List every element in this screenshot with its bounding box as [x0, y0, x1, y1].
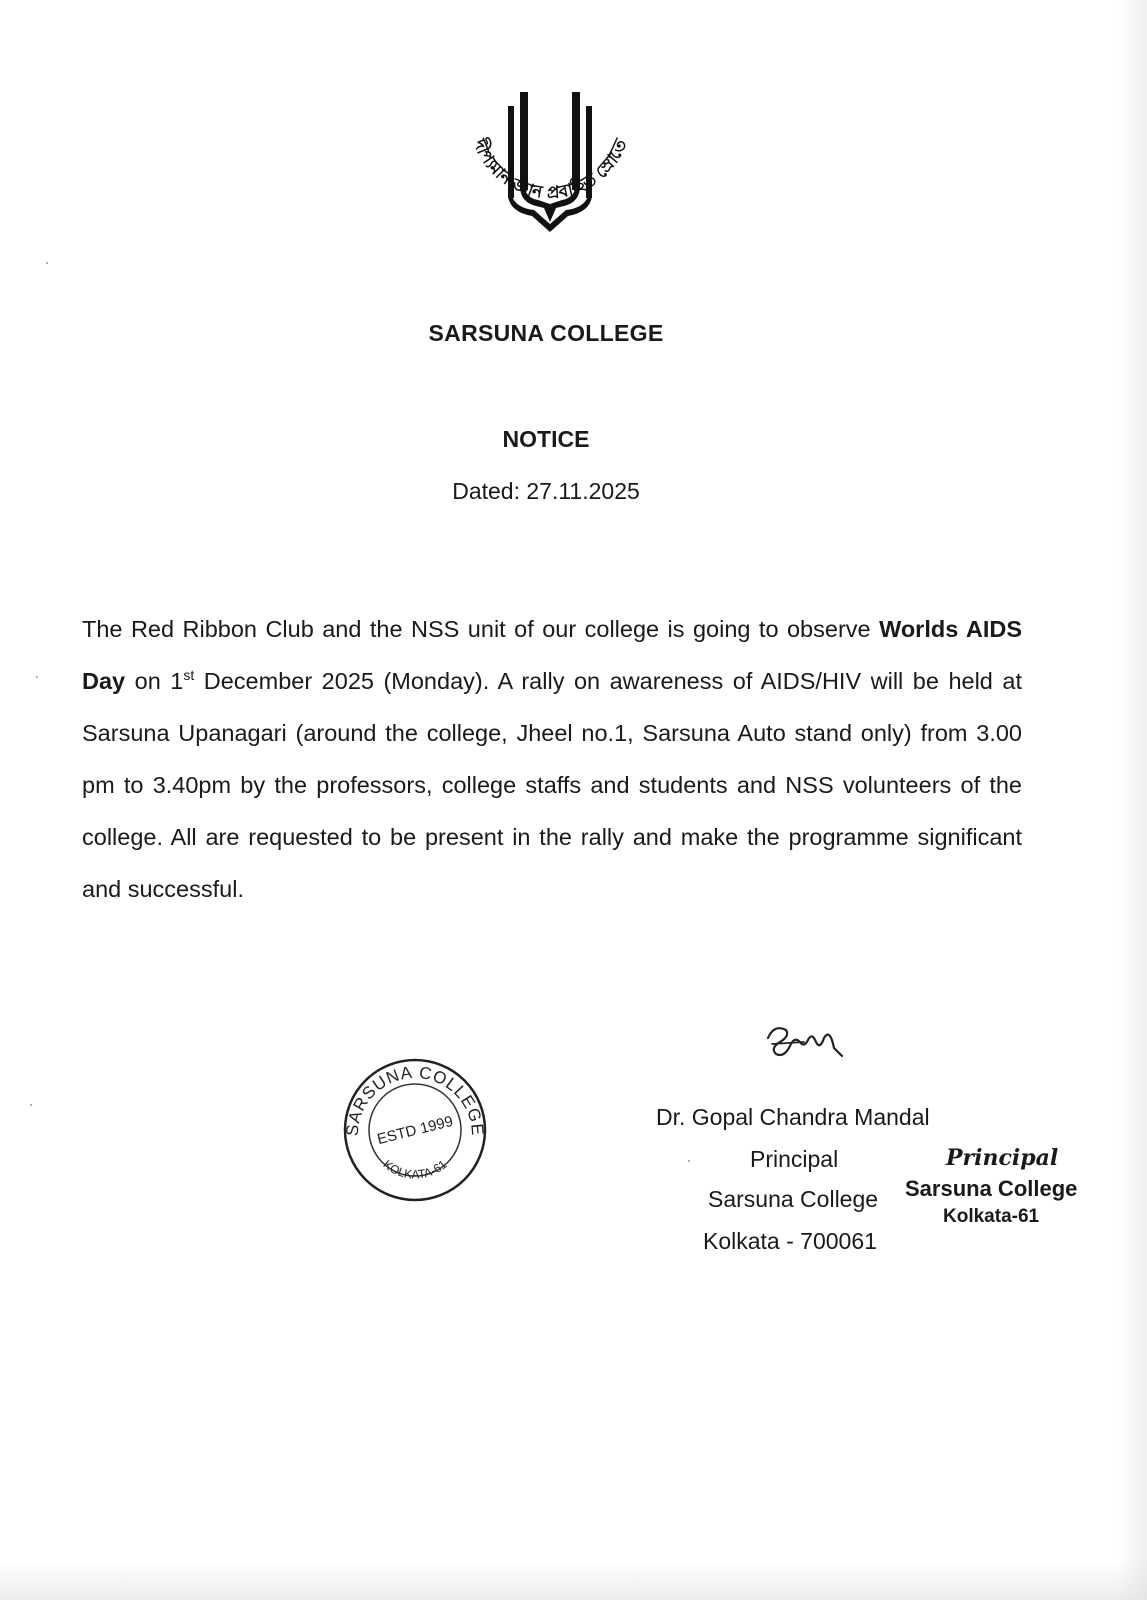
svg-text:SARSUNA COLLEGE: SARSUNA COLLEGE [342, 1062, 488, 1137]
notice-title: NOTICE [502, 426, 590, 452]
body-text-part3: December 2025 (Monday). A rally on awareness of AIDS/HIV will be held at Sarsuna Upanagari (around the college, Jheel no.1, Sarsuna Auto stand only) from 3.00 pm to 3.40pm by the professors, college staffs and students and NSS volunteers of the college. All are requested to be present in the rally and make the programme significant and successful. [82, 668, 1022, 902]
signatory-designation: Principal [750, 1146, 839, 1172]
event-name: Worlds AIDS Day [82, 616, 1023, 694]
college-round-stamp-icon [340, 1055, 490, 1205]
college-emblem-icon [440, 78, 660, 298]
scan-speck [46, 262, 48, 264]
scan-edge-shadow [1117, 0, 1147, 1600]
body-text-part1: The Red Ribbon Club and the NSS unit of our college is going to observe [82, 616, 880, 642]
signatory-institution: Sarsuna College [708, 1186, 879, 1212]
principal-seal-institution: Sarsuna College [905, 1176, 1078, 1201]
signatory-name: Dr. Gopal Chandra Mandal [656, 1104, 930, 1130]
notice-body [82, 603, 1022, 915]
ordinal-suffix: st [183, 667, 195, 684]
signatory-address: Kolkata - 700061 [703, 1228, 877, 1254]
scan-bottom-shadow [0, 1560, 1147, 1600]
svg-text:KOLKATA-61: KOLKATA-61 [380, 1157, 450, 1182]
scan-speck [36, 676, 38, 678]
principal-seal-city: Kolkata-61 [943, 1206, 1040, 1227]
notice-date: Dated: 27.11.2025 [452, 478, 640, 504]
svg-text:দীপ্যমান জ্ঞান প্রবাহিত স্রোতে: দীপ্যমান জ্ঞান প্রবাহিত স্রোতে [468, 136, 632, 204]
college-name: SARSUNA COLLEGE [428, 320, 664, 346]
scan-speck [688, 1160, 690, 1162]
svg-text:ESTD 1999: ESTD 1999 [375, 1112, 455, 1149]
scan-speck [30, 1104, 32, 1106]
handwritten-signature-icon [760, 1018, 850, 1068]
body-text-part2: on 1 [125, 668, 184, 694]
principal-seal-title: Principal [946, 1145, 1059, 1171]
